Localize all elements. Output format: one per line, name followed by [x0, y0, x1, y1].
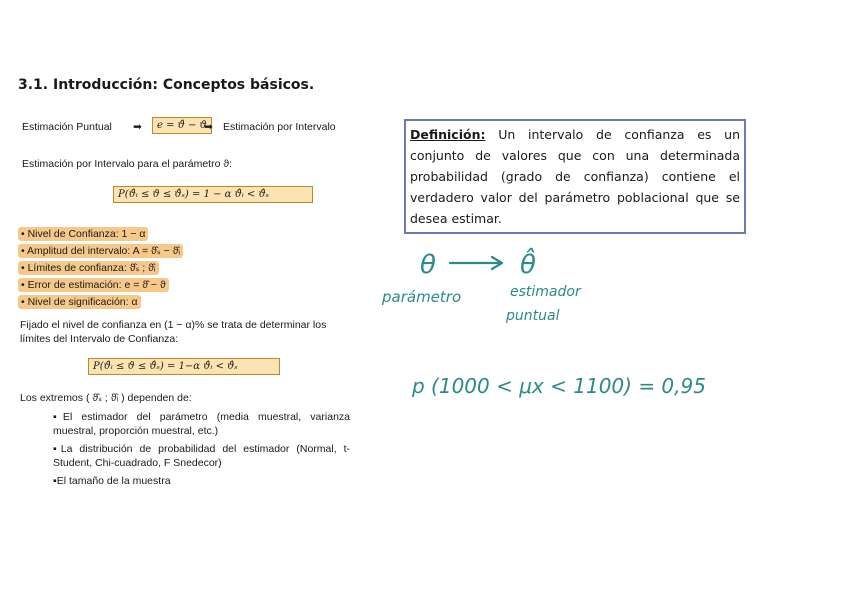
handwritten-notes — [370, 230, 710, 410]
concept-item: • Nivel de significación: α — [18, 295, 141, 309]
confidence-formula-main: P(ϑ̂ᵢ ≤ ϑ ≤ ϑ̂ₛ) = 1 − α ϑ̂ᵢ < ϑ̂ₛ — [113, 186, 313, 203]
concept-item: • Error de estimación: e = ϑ̂ − ϑ — [18, 278, 169, 292]
hw-param-label: parámetro — [382, 288, 462, 306]
hw-punctual-label: puntual — [506, 308, 560, 324]
hw-probability: p (1000 < μx < 1100) = 0,95 — [412, 374, 706, 398]
hw-theta: θ — [420, 250, 436, 280]
definition-box — [404, 119, 746, 234]
hw-theta-hat: θ̂ — [520, 250, 536, 280]
interval-heading: Estimación por Intervalo para el parámetro ϑ: — [22, 158, 233, 170]
concept-item: • Límites de confianza: ϑ̂ₛ ; ϑ̂ᵢ — [18, 261, 159, 275]
arrow-right-icon: ➡ — [133, 121, 142, 133]
hw-estimator-label: estimador — [510, 284, 581, 300]
error-formula: e = ϑ̂ − ϑ — [152, 117, 212, 134]
dependency-item: ▪La distribución de probabilidad del estimador (Normal, t-Student, Chi-cuadrado, F Snedecor) — [53, 443, 350, 469]
definition-text: Un intervalo de confianza es un conjunto de valores que con una determinada probabilidad (grado de confianza) contiene el verdadero valor del parámetro poblacional que se desea estimar. — [410, 127, 740, 226]
dependency-list — [53, 410, 350, 488]
definition-label: Definición: — [410, 127, 486, 142]
confidence-formula-second: P(ϑ̂ᵢ ≤ ϑ ≤ ϑ̂ₛ) = 1−α ϑ̂ᵢ < ϑ̂ₛ — [88, 358, 280, 375]
fixed-level-text: Fijado el nivel de confianza en (1 − α)% se trata de determinar los límites del Intervalo de Confianza: — [20, 319, 327, 345]
interval-estimation-label: Estimación por Intervalo — [223, 121, 336, 133]
section-title: 3.1. Introducción: Conceptos básicos. — [18, 77, 315, 93]
dependency-item: ▪El tamaño de la muestra — [53, 475, 171, 487]
concept-list — [18, 226, 183, 311]
point-estimation-label: Estimación Puntual — [22, 121, 112, 133]
arrow-right-icon — [450, 257, 502, 269]
concept-item: • Amplitud del intervalo: A = ϑ̂ₛ − ϑ̂ᵢ — [18, 244, 183, 258]
extremes-text: Los extremos ( ϑ̂ₛ ; ϑ̂ᵢ ) dependen de: — [20, 392, 192, 404]
arrow-right-icon: ➡ — [204, 121, 213, 133]
concept-item: • Nivel de Confianza: 1 − α — [18, 227, 148, 241]
dependency-item: ▪El estimador del parámetro (media muestral, varianza muestral, proporción muestral, etc.) — [53, 411, 350, 437]
